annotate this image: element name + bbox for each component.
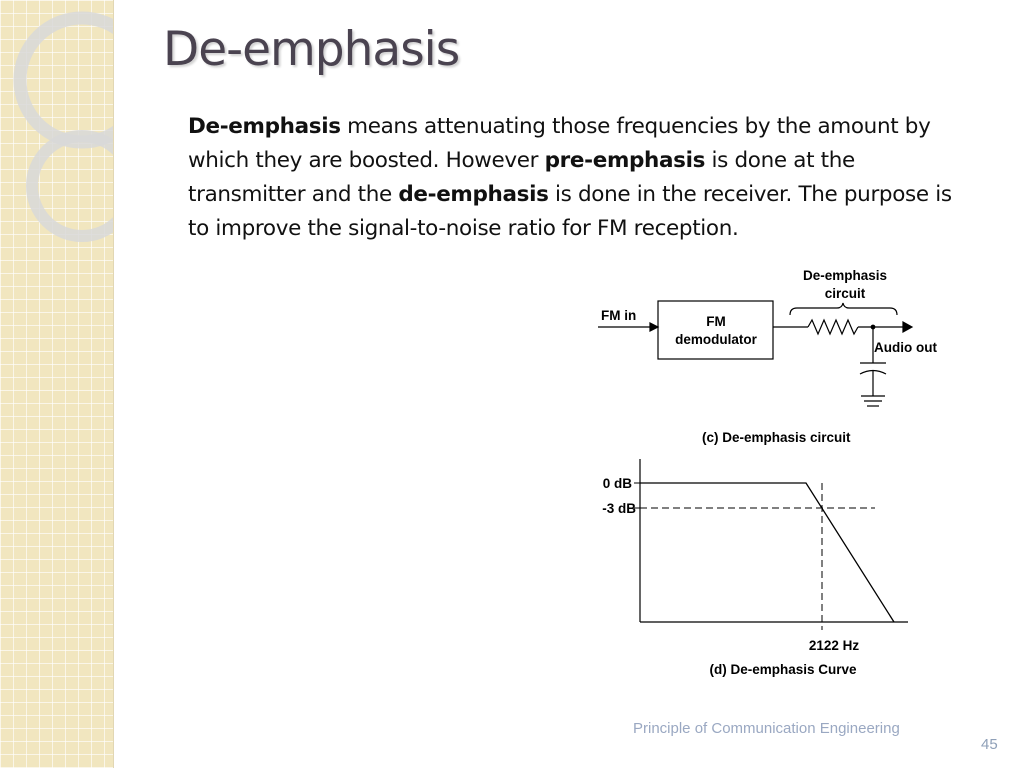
deemphasis-circuit-diagram [598, 301, 912, 406]
decorative-rings [0, 0, 113, 300]
audio-out-label: Audio out [874, 340, 937, 355]
fm-in-label: FM in [601, 308, 637, 323]
circuit-caption: (c) De-emphasis circuit [702, 430, 851, 445]
term-de-emphasis-2: de-emphasis [398, 182, 549, 207]
deemphasis-curve-line [640, 483, 894, 622]
body-text-3: is done in the receiver. The purpose is to improve the signal-to-noise ratio for FM reception. [188, 182, 952, 241]
chart-title: (d) De-emphasis Curve [709, 662, 857, 677]
term-de-emphasis: De-emphasis [188, 114, 341, 139]
demodulator-label-line2: demodulator [675, 332, 757, 347]
demodulator-label-line1: FM [706, 314, 726, 329]
slide-title: De-emphasis [163, 22, 460, 77]
term-pre-emphasis: pre-emphasis [544, 148, 706, 173]
deemphasis-curve-chart [602, 459, 908, 677]
fm-demodulator-block [658, 301, 773, 359]
capacitor-plate-bottom [860, 371, 886, 375]
x-tick-label-2122hz: 2122 Hz [808, 638, 860, 653]
footer-text: Principle of Communication Engineering [633, 720, 900, 737]
body-paragraph [188, 110, 978, 246]
body-text-1: means attenuating those frequencies by the amount by which they are boosted. However [188, 114, 931, 173]
circuit-label-line1: De-emphasis [802, 268, 888, 283]
body-text-2: is done at the transmitter and the [188, 148, 855, 207]
resistor-symbol [808, 320, 858, 334]
output-arrowhead [903, 322, 912, 332]
junction-dot [871, 325, 875, 329]
decorative-sidebar [0, 0, 114, 768]
input-arrowhead [650, 323, 658, 331]
circuit-label-line2: circuit [824, 286, 866, 301]
page-number: 45 [981, 736, 998, 753]
y-tick-label-minus3db: -3 dB [602, 501, 636, 516]
circuit-brace [790, 303, 897, 315]
y-tick-label-0db: 0 dB [602, 476, 632, 491]
